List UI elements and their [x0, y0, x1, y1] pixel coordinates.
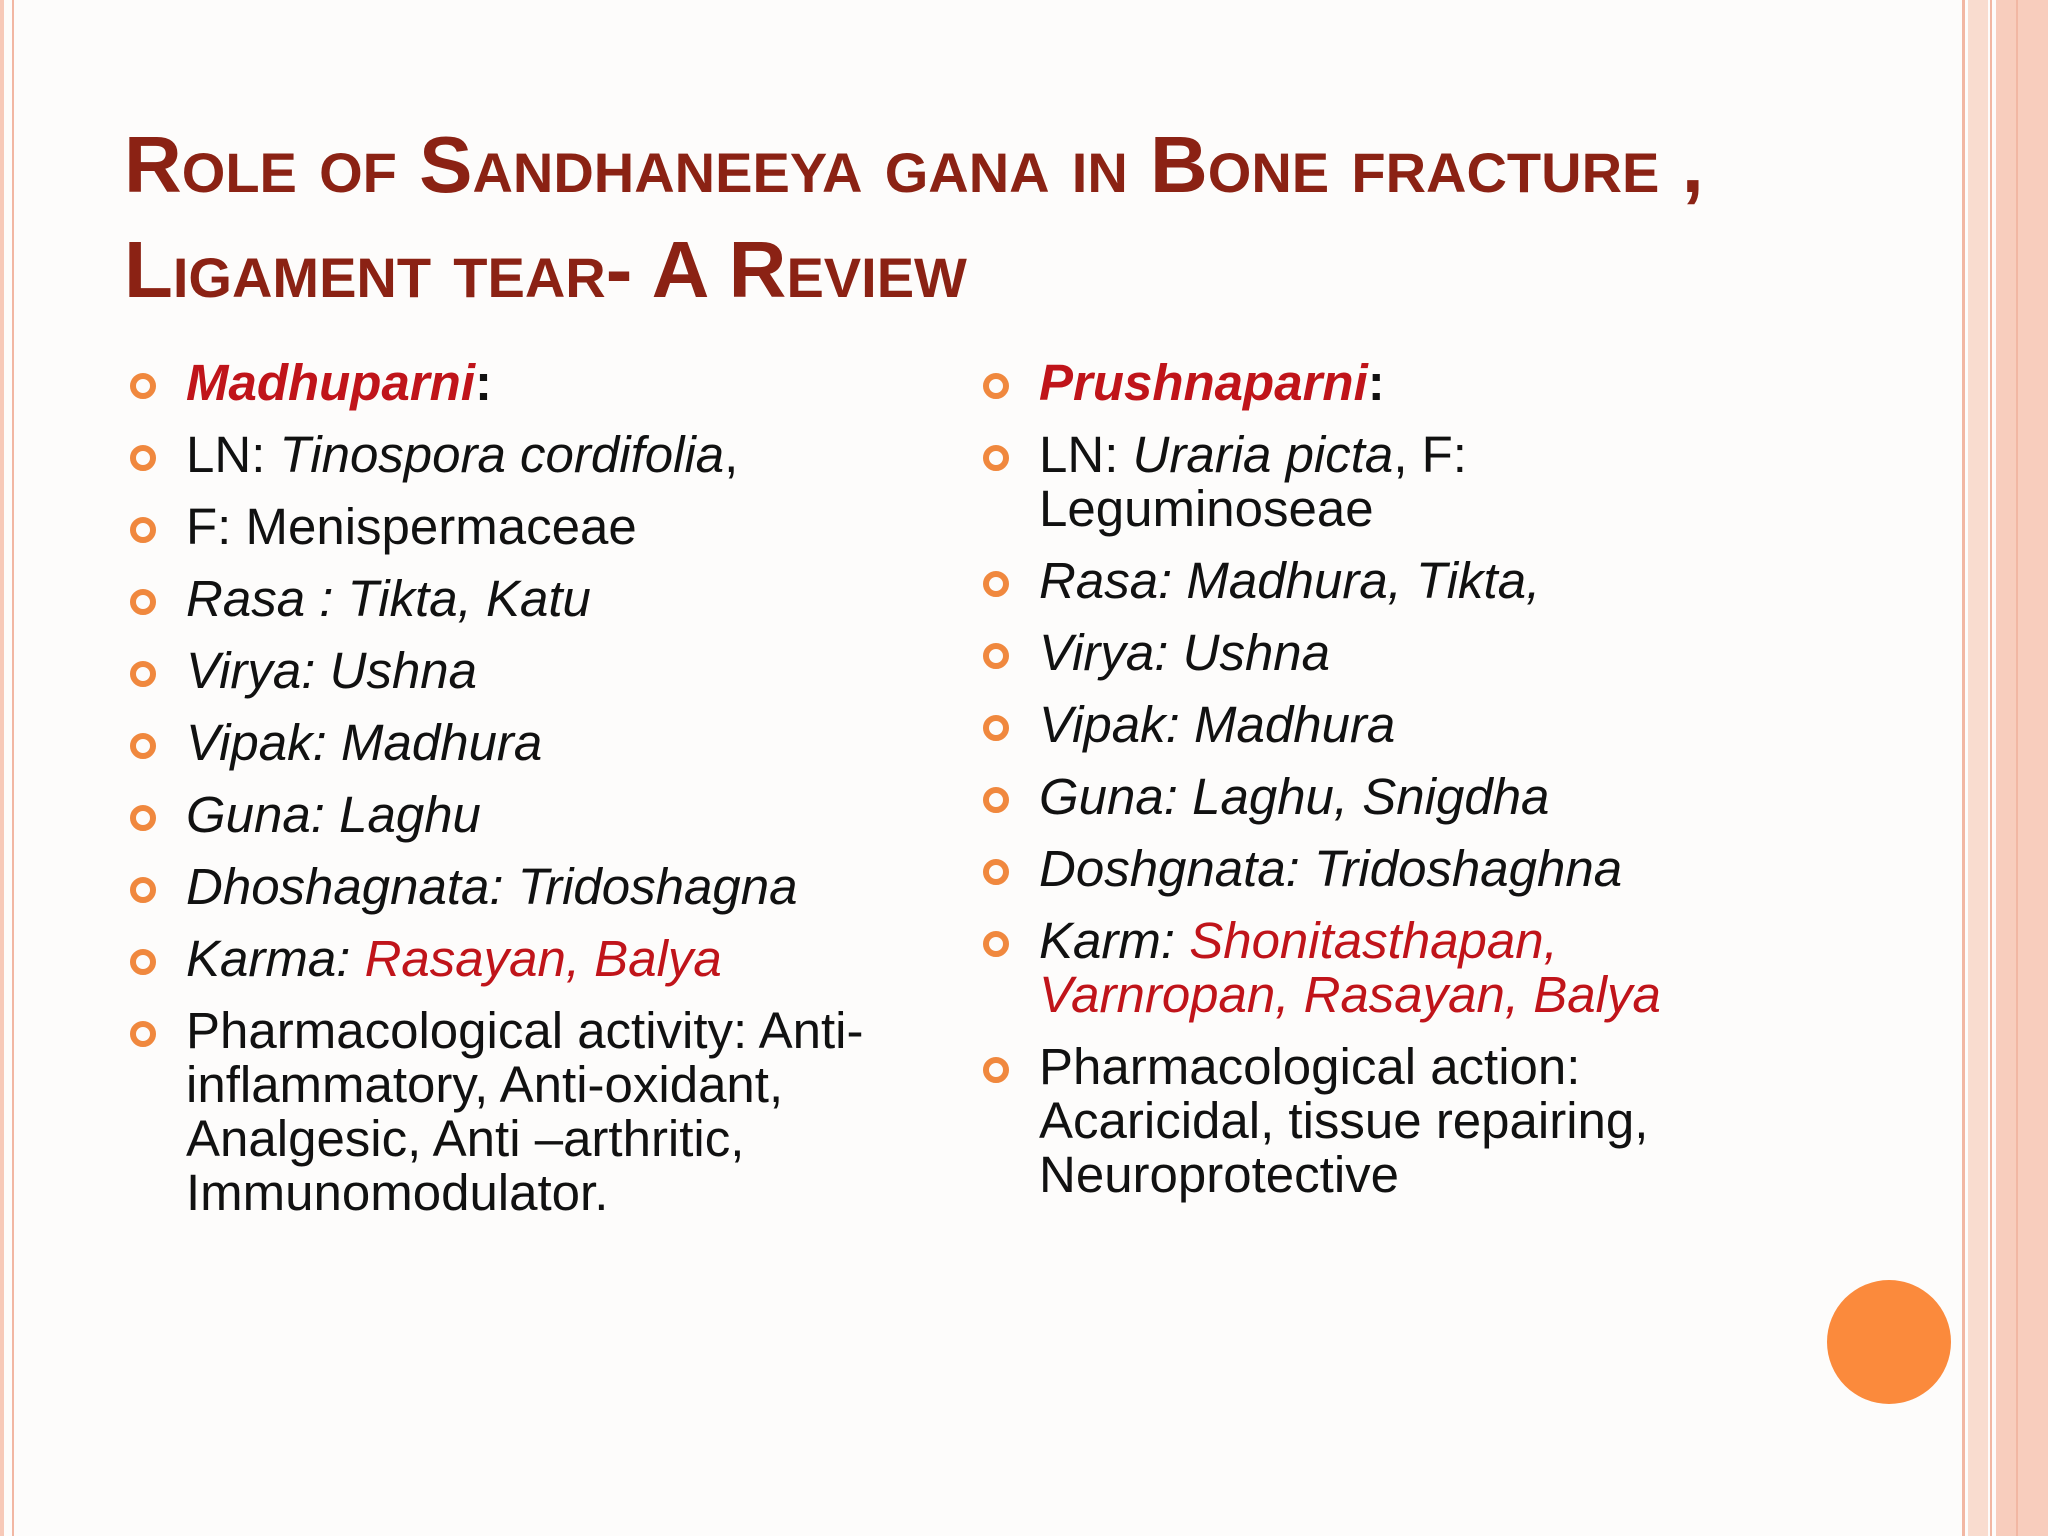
list-item: Rasa : Tikta, Katu [130, 572, 930, 626]
list-item: Doshgnata: Tridoshaghna [983, 842, 1783, 896]
latin-name: Tinospora cordifolia [279, 426, 725, 483]
karma-value: Shonitasthapan, Varnropan, Rasayan, Balya [1039, 912, 1661, 1023]
list-item: Pharmacological action: Acaricidal, tissue repairing, Neuroprotective [983, 1040, 1783, 1202]
karma-label: Karma: [186, 930, 365, 987]
list-item: F: Menispermaceae [130, 500, 930, 554]
slide-title: Role of Sandhaneeya gana in Bone fracture , Ligament tear- A Review [124, 120, 1704, 314]
heading-colon: : [475, 354, 492, 411]
list-item [130, 932, 930, 986]
karma-label: Karm: [1039, 912, 1190, 969]
list-item: Dhoshagnata: Tridoshagna [130, 860, 930, 914]
karma-value: Rasayan, Balya [364, 930, 722, 987]
right-border-band [1996, 0, 2048, 1536]
right-border-band [1968, 0, 1988, 1536]
ln-suffix: , [724, 426, 739, 483]
list-item [130, 356, 930, 410]
left-border-stripe [0, 0, 4, 1536]
plant-name: Madhuparni [186, 354, 475, 411]
list-item [983, 356, 1783, 410]
plant-name: Prushnaparni [1039, 354, 1368, 411]
left-border-line [12, 0, 14, 1536]
right-column-list [983, 356, 1783, 1220]
left-column-list [130, 356, 930, 1238]
heading-colon: : [1367, 354, 1385, 411]
latin-name: Uraria picta [1132, 426, 1394, 483]
ln-label: LN: [186, 426, 280, 483]
right-border-line [2016, 0, 2018, 1536]
list-item: Guna: Laghu, Snigdha [983, 770, 1783, 824]
list-item: Virya: Ushna [130, 644, 930, 698]
list-item [130, 428, 930, 482]
decorative-circle [1827, 1280, 1951, 1404]
list-item: Rasa: Madhura, Tikta, [983, 554, 1783, 608]
ln-label: LN: [1039, 426, 1133, 483]
list-item: Pharmacological activity: Anti-inflammatory, Anti-oxidant, Analgesic, Anti –arthritic, Immunomodulator. [130, 1004, 930, 1220]
list-item: Virya: Ushna [983, 626, 1783, 680]
ln-suffix: , F: Leguminoseae [1039, 426, 1467, 537]
list-item: Vipak: Madhura [130, 716, 930, 770]
right-border-line [1962, 0, 1965, 1536]
list-item: Guna: Laghu [130, 788, 930, 842]
list-item: Vipak: Madhura [983, 698, 1783, 752]
list-item [983, 914, 1783, 1022]
right-border-line [1990, 0, 1992, 1536]
list-item [983, 428, 1783, 536]
